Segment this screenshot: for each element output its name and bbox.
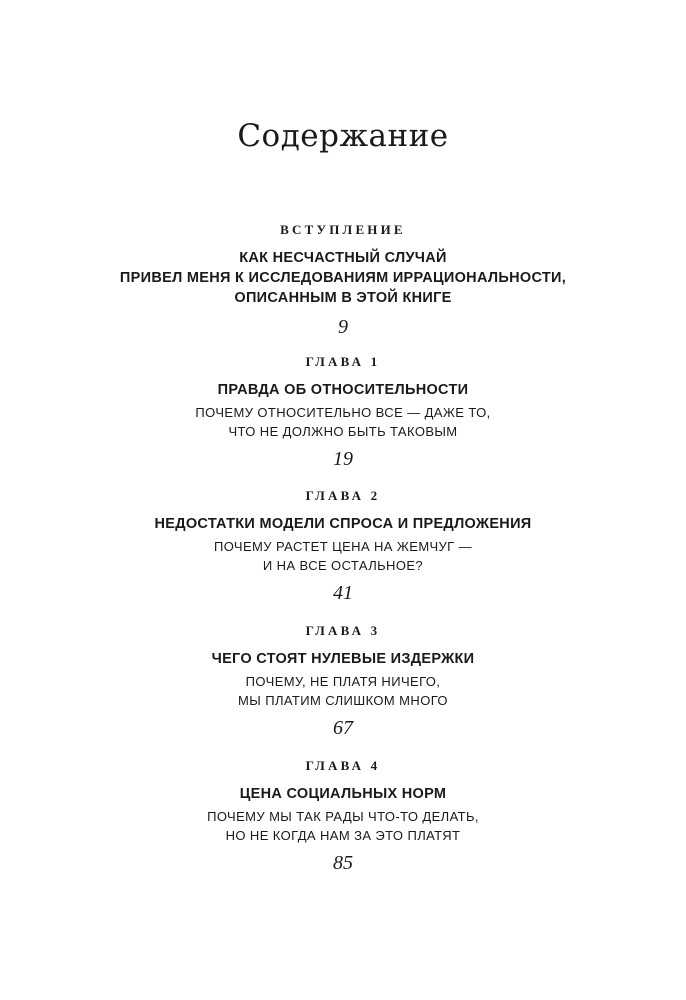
entry-subtitle-line: НО НЕ КОГДА НАМ ЗА ЭТО ПЛАТЯТ — [225, 828, 461, 843]
entry-heading: ПРАВДА ОБ ОТНОСИТЕЛЬНОСТИ — [217, 382, 469, 398]
entry-page-number: 19 — [333, 448, 353, 470]
entry-label: ГЛАВА 3 — [305, 623, 381, 638]
entry-heading — [0, 248, 686, 308]
page-title: Содержание — [237, 118, 449, 154]
entry-subtitle-line: И НА ВСЕ ОСТАЛЬНОЕ? — [262, 558, 424, 573]
entry-heading: ЧЕГО СТОЯТ НУЛЕВЫЕ ИЗДЕРЖКИ — [211, 651, 475, 667]
entry-subtitle — [0, 807, 686, 845]
entry-subtitle-line: ПОЧЕМУ ОТНОСИТЕЛЬНО ВСЕ — ДАЖЕ ТО, — [195, 405, 491, 420]
entry-subtitle — [0, 672, 686, 710]
entry-heading: ЦЕНА СОЦИАЛЬНЫХ НОРМ — [239, 786, 447, 802]
entry-subtitle — [0, 537, 686, 575]
entry-heading: НЕДОСТАТКИ МОДЕЛИ СПРОСА И ПРЕДЛОЖЕНИЯ — [154, 516, 532, 532]
toc-entry-chapter-4[interactable] — [0, 758, 686, 875]
entry-label: ГЛАВА 2 — [305, 488, 381, 503]
entry-label: ГЛАВА 4 — [305, 758, 381, 773]
entry-page-number: 9 — [338, 316, 348, 338]
toc-entry-intro[interactable] — [0, 222, 686, 339]
entry-label: ГЛАВА 1 — [305, 354, 381, 369]
entry-subtitle-line: ПОЧЕМУ, НЕ ПЛАТЯ НИЧЕГО, — [245, 674, 441, 689]
entry-page-number: 41 — [333, 582, 353, 604]
toc-entry-chapter-1[interactable] — [0, 354, 686, 471]
entry-subtitle — [0, 403, 686, 441]
entry-page-number: 85 — [333, 852, 353, 874]
entry-heading-line: ОПИСАННЫМ В ЭТОЙ КНИГЕ — [234, 290, 452, 306]
toc-entry-chapter-3[interactable] — [0, 623, 686, 740]
entry-heading-line: КАК НЕСЧАСТНЫЙ СЛУЧАЙ — [239, 250, 447, 266]
entry-label: ВСТУПЛЕНИЕ — [280, 222, 406, 237]
entry-page-number: 67 — [333, 717, 353, 739]
entry-subtitle-line: ЧТО НЕ ДОЛЖНО БЫТЬ ТАКОВЫМ — [228, 424, 458, 439]
entry-subtitle-line: МЫ ПЛАТИМ СЛИШКОМ МНОГО — [238, 693, 448, 708]
entry-subtitle-line: ПОЧЕМУ МЫ ТАК РАДЫ ЧТО-ТО ДЕЛАТЬ, — [207, 809, 479, 824]
entry-subtitle-line: ПОЧЕМУ РАСТЕТ ЦЕНА НА ЖЕМЧУГ — — [213, 539, 473, 554]
toc-entry-chapter-2[interactable] — [0, 488, 686, 605]
entry-heading-line: ПРИВЕЛ МЕНЯ К ИССЛЕДОВАНИЯМ ИРРАЦИОНАЛЬНОСТИ, — [119, 270, 567, 286]
